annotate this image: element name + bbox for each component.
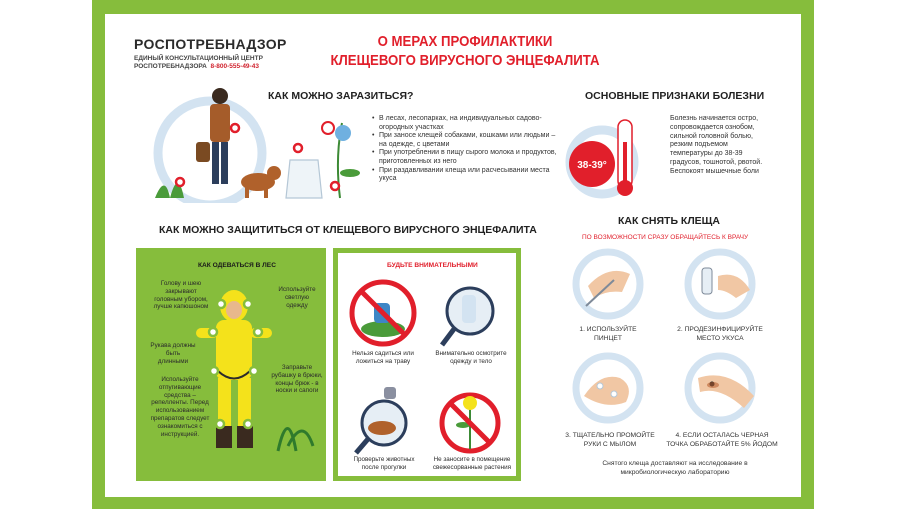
inspect-clothes-icon bbox=[442, 288, 493, 345]
attention-icons bbox=[338, 273, 516, 473]
attention-panel-title: БУДЬТЕ ВНИМАТЕЛЬНЫМИ bbox=[387, 262, 478, 269]
thermometer-icon bbox=[617, 120, 633, 196]
no-sitting-icon bbox=[352, 282, 414, 344]
note-head: Голову и шею закрывают головным убором, лучше капюшоном bbox=[153, 280, 209, 311]
protection-heading: КАК МОЖНО ЗАЩИТИТЬСЯ ОТ КЛЕЩЕВОГО ВИРУСНОГО ЭНЦЕФАЛИТА bbox=[159, 224, 537, 236]
infection-heading: КАК МОЖНО ЗАРАЗИТЬСЯ? bbox=[268, 90, 414, 102]
disinfect-step bbox=[688, 252, 752, 316]
step-2-caption: 2. ПРОДЕЗИНФИЦИРУЙТЕ МЕСТО УКУСА bbox=[677, 326, 763, 342]
note-sleeves: Рукава должны быть длинными bbox=[150, 342, 196, 365]
symptoms-text: Болезнь начинается остро, сопровождается ознобом, сильной головной болью, резким подъемом температуры до 38-39 градусов, тошнотой, рвотой. Беспокоят мышечные боли bbox=[670, 115, 763, 175]
hotline-phone: 8-800-555-49-43 bbox=[210, 63, 259, 70]
antiseptic-icon bbox=[702, 268, 712, 294]
tip-inspect: Внимательно осмотрите одежду и тело bbox=[435, 350, 507, 365]
washing-hands-icon bbox=[584, 377, 629, 405]
list-item: • При употреблении в пищу сырого молока и продуктов, приготовленных из него bbox=[372, 149, 562, 166]
milk-jug-icon bbox=[286, 160, 322, 198]
removal-footer: Снятого клеща доставляют на исследование в микробиологическую лабораторию bbox=[602, 460, 748, 476]
iodine-step bbox=[688, 356, 754, 420]
infection-illustration bbox=[150, 78, 365, 203]
list-item: • В лесах, лесопарках, на индивидуальных садово-огородных участках bbox=[372, 115, 562, 132]
no-plants-icon bbox=[442, 395, 498, 451]
removal-heading: КАК СНЯТЬ КЛЕЩА bbox=[618, 215, 720, 227]
list-item: • При заносе клещей собаками, кошками или людьми – на одежде, с цветами bbox=[372, 132, 562, 149]
note-tuck: Заправьте рубашку в брюки, концы брюк - в носки и сапоги bbox=[271, 364, 323, 395]
dress-panel bbox=[136, 248, 326, 481]
wash-hands-step bbox=[576, 356, 640, 420]
dress-panel-title: КАК ОДЕВАТЬСЯ В ЛЕС bbox=[198, 262, 276, 269]
step-3-caption: 3. ТЩАТЕЛЬНО ПРОМОЙТЕ РУКИ С МЫЛОМ bbox=[565, 432, 655, 448]
list-item: • При раздавливании клеща или расчесывании места укуса bbox=[372, 167, 562, 184]
tip-grass: Нельзя садиться или ложиться на траву bbox=[352, 350, 414, 365]
symptoms-heading: ОСНОВНЫЕ ПРИЗНАКИ БОЛЕЗНИ bbox=[585, 90, 765, 102]
flowers-icon bbox=[322, 122, 360, 198]
check-pets-icon bbox=[356, 387, 406, 453]
consult-center: ЕДИНЫЙ КОНСУЛЬТАЦИОННЫЙ ЦЕНТР РОСПОТРЕБНАДЗОРА 8-800-555-49-43 bbox=[134, 55, 263, 70]
brand-logo: РОСПОТРЕБНАДЗОР bbox=[134, 36, 287, 52]
step-1-caption: 1. ИСПОЛЬЗУЙТЕ ПИНЦЕТ bbox=[579, 326, 637, 342]
removal-subheading: ПО ВОЗМОЖНОСТИ СРАЗУ ОБРАЩАЙТЕСЬ К ВРАЧУ bbox=[582, 234, 749, 241]
note-repellent: Используйте отпугивающие средства – репелленты. Перед использованием препаратов следует ознакомиться с инструкцией. bbox=[150, 376, 210, 438]
fern-icon bbox=[278, 429, 313, 452]
step-4-caption: 4. ЕСЛИ ОСТАЛАСЬ ЧЕРНАЯ ТОЧКА ОБРАБОТАЙТЕ 5% ЙОДОМ bbox=[666, 432, 778, 448]
arm-icon bbox=[698, 375, 754, 408]
tip-plants: Не заносите в помещение свежесорванные растения bbox=[432, 456, 512, 471]
thermometer-illustration bbox=[564, 112, 664, 202]
infection-list bbox=[372, 115, 562, 184]
hand-icon bbox=[718, 275, 750, 298]
temperature-label: 38-39° bbox=[577, 160, 607, 171]
note-light-clothes: Используйте светлую одежду bbox=[278, 286, 316, 309]
page-title: О МЕРАХ ПРОФИЛАКТИКИ КЛЕЩЕВОГО ВИРУСНОГО ЭНЦЕФАЛИТА bbox=[330, 33, 600, 69]
tweezers-step bbox=[576, 252, 640, 316]
attention-panel bbox=[333, 248, 521, 481]
tip-pets: Проверьте животных после прогулки bbox=[353, 456, 415, 471]
